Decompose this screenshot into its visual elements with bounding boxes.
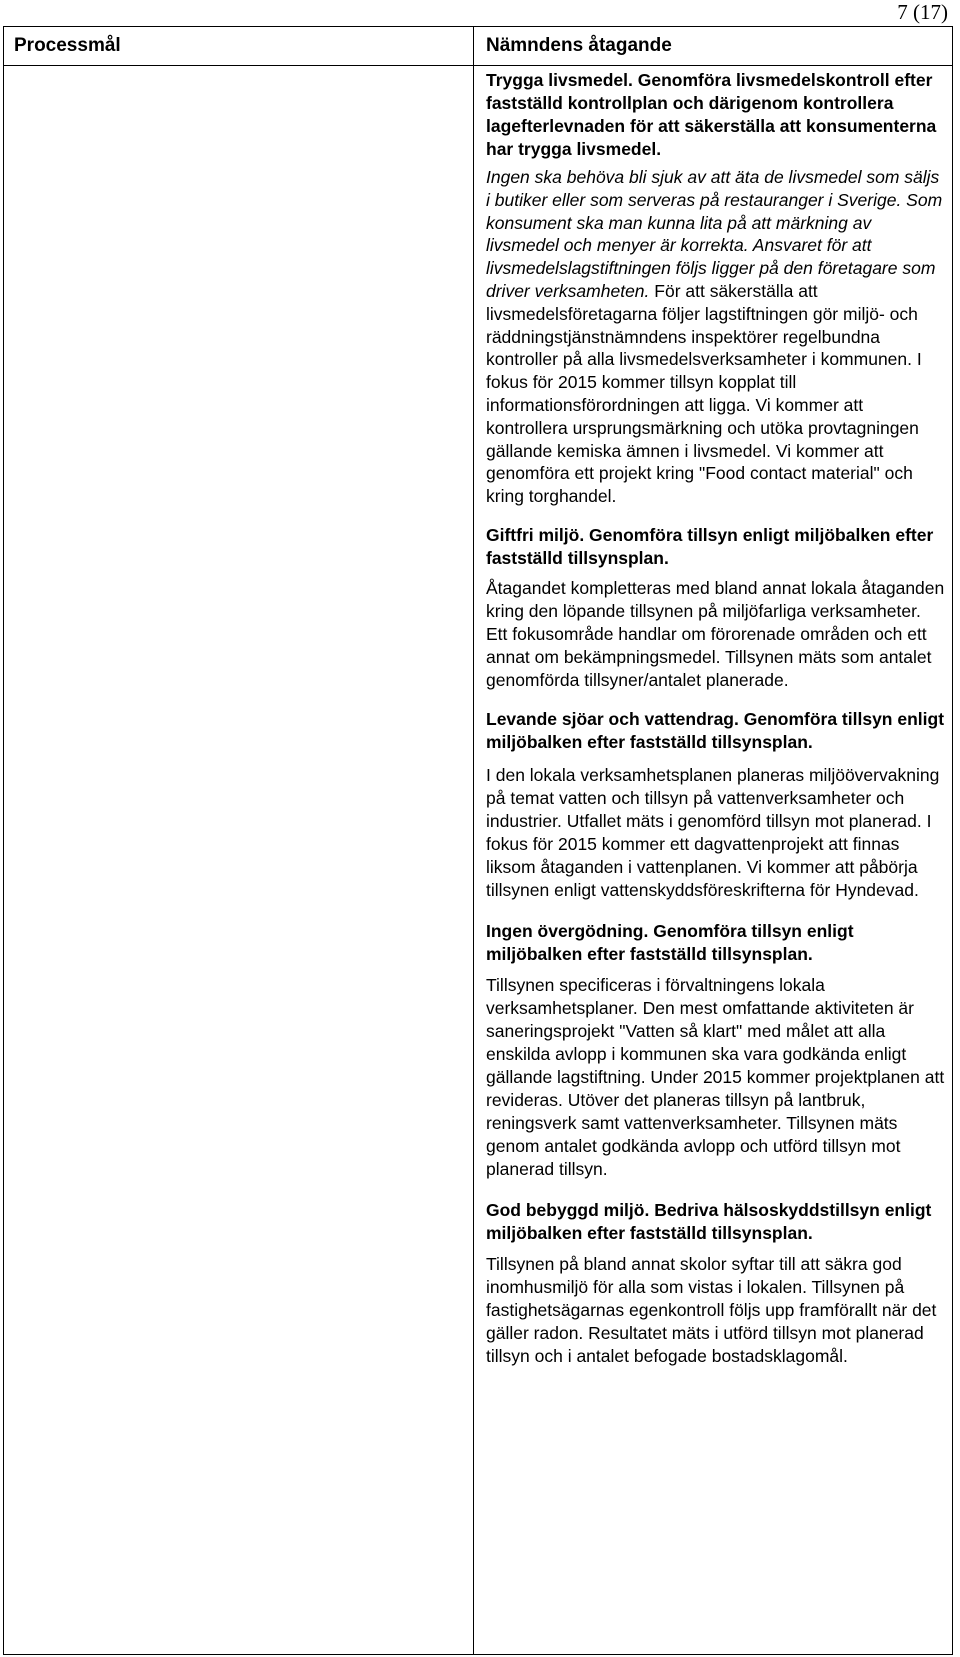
header-process-goal: Processmål [14,35,121,56]
section-body: Tillsynen specificeras i förvaltningens lokala verksamhetsplaner. Den mest omfattande aktiviteten är saneringsprojekt "Vatten så klart" med målet att alla enskilda avlopp i kommunen ska vara godkända enligt gällande lagstiftning. Under 2015 kommer projektplanen att revideras. Utöver det planeras tillsyn på lantbruk, reningsverk samt vattenverksamheter. Tillsynen mäts genom antalet godkända avlopp och utförd tillsyn mot planerad tillsyn. [486,974,945,1179]
section-good-built-environment [486,1199,946,1368]
section-body-text: För att säkerställa att livsmedelsföretagarna följer lagstiftningen gör miljö- och räddningstjänstnämndens inspektörer regelbundna kontroller på alla livsmedelsverksamheter i kommunen. I fokus för 2015 kommer tillsyn kopplat till informationsförordningen att ligga. Vi kommer att kontrollera ursprungsmärkning och utöka provtagningen gällande kemiska ämnen i livsmedel. Vi kommer att genomföra ett projekt kring "Food contact material" och kring torghandel. [486,280,922,507]
section-safe-food [486,69,946,508]
section-body: Åtagandet kompletteras med bland annat lokala åtaganden kring den löpande tillsynen på miljöfarliga verksamheter. Ett fokusområde handlar om förorenade områden och ett annat om bekämpningsmedel. Tillsynen mäts som antalet genomförda tillsyner/antalet planerade. [486,577,945,690]
section-body: I den lokala verksamhetsplanen planeras miljöövervakning på temat vatten och tillsyn på vattenverksamheter och industrier. Utfallet mäts i genomförd tillsyn mot planerad. I fokus för 2015 kommer ett dagvattenprojekt att finnas liksom åtaganden i vattenplanen. Vi kommer att påbörja tillsynen enligt vattenskyddsföreskrifterna för Hyndevad. [486,764,940,900]
column-divider [473,27,474,1654]
section-title: God bebyggd miljö. Bedriva hälsoskyddstillsyn enligt miljöbalken efter fastställd tillsynsplan. [486,1199,932,1243]
section-title: Ingen övergödning. Genomföra tillsyn enligt miljöbalken efter fastställd tillsynsplan. [486,920,854,964]
section-nontoxic-environment [486,524,946,692]
section-living-lakes [486,708,946,902]
section-title: Levande sjöar och vattendrag. Genomföra tillsyn enligt miljöbalken efter fastställd tillsynsplan. [486,708,945,752]
section-intro-italic: Ingen ska behöva bli sjuk av att äta de livsmedel som säljs i butiker eller som serveras på restauranger i Sverige. Som konsument ska man kunna lita på att märkning av livsmedel och menyer är korrekta. Ansvaret för att livsmedelslagstiftningen följs ligger på den företagare som driver verksamheten. [486,167,943,301]
section-title: Giftfri miljö. Genomföra tillsyn enligt miljöbalken efter fastställd tillsynsplan. [486,524,934,568]
header-divider [4,65,952,66]
section-body [486,166,946,508]
header-board-commitment: Nämndens åtagande [486,35,672,56]
page-number: 7 (17) [897,0,948,24]
section-body: Tillsynen på bland annat skolor syftar till att säkra god inomhusmiljö för alla som vistas i lokalen. Tillsynen på fastighetsägarnas egenkontroll följs upp framförallt när det gäller radon. Resultatet mäts i utförd tillsyn mot planerad tillsyn och i antalet befogade bostadsklagomål. [486,1253,937,1366]
commitments-column [486,69,946,1368]
section-no-eutrophication [486,920,946,1181]
section-title: Trygga livsmedel. Genomföra livsmedelskontroll efter fastställd kontrollplan och därigenom kontrollera lagefterlevnaden för att säkerställa att konsumenterna har trygga livsmedel. [486,70,937,159]
commitments-table [3,26,953,1655]
